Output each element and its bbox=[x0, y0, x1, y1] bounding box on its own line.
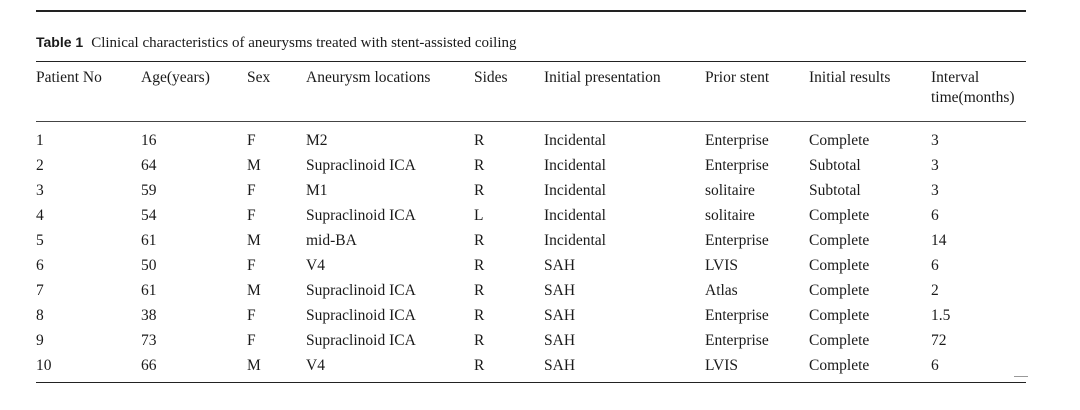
table-cell: Supraclinoid ICA bbox=[306, 332, 416, 349]
table-cell: Enterprise bbox=[705, 157, 769, 174]
table-cell: 6 bbox=[36, 257, 44, 274]
table-header-row bbox=[36, 62, 1026, 122]
table-cell: F bbox=[247, 182, 256, 199]
table-cell: M2 bbox=[306, 132, 328, 149]
table-cell: 61 bbox=[141, 282, 157, 299]
table-row bbox=[36, 353, 1026, 383]
table-cell: Enterprise bbox=[705, 232, 769, 249]
table-cell: Complete bbox=[809, 332, 870, 349]
table-cell: V4 bbox=[306, 257, 325, 274]
table-cell: Enterprise bbox=[705, 332, 769, 349]
table-cell: Incidental bbox=[544, 232, 606, 249]
table-row bbox=[36, 122, 1026, 154]
table-cell: R bbox=[474, 157, 485, 174]
table-cell: 38 bbox=[141, 307, 157, 324]
column-header: Initial results bbox=[809, 62, 931, 122]
table-cell: M1 bbox=[306, 182, 328, 199]
table-cell: SAH bbox=[544, 257, 576, 274]
table-caption-text: Clinical characteristics of aneurysms treated with stent-assisted coiling bbox=[91, 35, 517, 51]
table-cell: 3 bbox=[931, 157, 939, 174]
table-cell: 3 bbox=[931, 182, 939, 199]
table-cell: R bbox=[474, 307, 485, 324]
table-container bbox=[36, 61, 1026, 383]
table-cell: Incidental bbox=[544, 132, 606, 149]
column-header: Interval time(months) bbox=[931, 62, 1026, 122]
table-cell: Incidental bbox=[544, 182, 606, 199]
table-cell: F bbox=[247, 332, 256, 349]
table-row bbox=[36, 253, 1026, 278]
table-cell: 64 bbox=[141, 157, 157, 174]
table-row bbox=[36, 178, 1026, 203]
table-row bbox=[36, 153, 1026, 178]
table-cell: 72 bbox=[931, 332, 947, 349]
table-cell: 7 bbox=[36, 282, 44, 299]
table-cell: R bbox=[474, 182, 485, 199]
table-cell: Incidental bbox=[544, 207, 606, 224]
table-cell: Enterprise bbox=[705, 132, 769, 149]
table-cell: 10 bbox=[36, 353, 141, 383]
table-caption-label: Table 1 bbox=[36, 34, 84, 50]
table-cell: SAH bbox=[544, 307, 576, 324]
table-cell: 6 bbox=[931, 353, 1026, 383]
table-cell: 2 bbox=[36, 157, 44, 174]
column-header: Initial presentation bbox=[544, 62, 705, 122]
table-row bbox=[36, 303, 1026, 328]
table-cell: Complete bbox=[809, 232, 870, 249]
table-cell: R bbox=[474, 132, 485, 149]
table-cell: V4 bbox=[306, 353, 474, 383]
table-cell: R bbox=[474, 232, 485, 249]
table-cell: M bbox=[247, 232, 261, 249]
table-cell: SAH bbox=[544, 332, 576, 349]
table-cell: R bbox=[474, 257, 485, 274]
table-cell: Supraclinoid ICA bbox=[306, 307, 416, 324]
table-cell: LVIS bbox=[705, 257, 739, 274]
table-cell: F bbox=[247, 207, 256, 224]
table-cell: 3 bbox=[36, 182, 44, 199]
table-caption bbox=[36, 32, 517, 53]
table-cell: Supraclinoid ICA bbox=[306, 282, 416, 299]
table-row bbox=[36, 278, 1026, 303]
table-cell: solitaire bbox=[705, 207, 755, 224]
table-cell: Complete bbox=[809, 307, 870, 324]
table-cell: F bbox=[247, 307, 256, 324]
table-cell: 66 bbox=[141, 353, 247, 383]
table-cell: Complete bbox=[809, 257, 870, 274]
table-cell: Complete bbox=[809, 353, 931, 383]
table-cell: M bbox=[247, 282, 261, 299]
column-header: Patient No bbox=[36, 62, 141, 122]
clinical-characteristics-table bbox=[36, 61, 1026, 383]
table-cell: solitaire bbox=[705, 182, 755, 199]
table-cell: R bbox=[474, 353, 544, 383]
table-cell: 4 bbox=[36, 207, 44, 224]
table-row bbox=[36, 328, 1026, 353]
table-row bbox=[36, 228, 1026, 253]
table-cell: L bbox=[474, 207, 484, 224]
table-cell: R bbox=[474, 282, 485, 299]
table-cell: 61 bbox=[141, 232, 157, 249]
table-cell: Incidental bbox=[544, 157, 606, 174]
table-cell: Complete bbox=[809, 282, 870, 299]
table-cell: Subtotal bbox=[809, 157, 861, 174]
table-cell: M bbox=[247, 353, 306, 383]
table-cell: 6 bbox=[931, 257, 939, 274]
page-top-rule bbox=[36, 10, 1026, 12]
column-header: Age(years) bbox=[141, 62, 247, 122]
table-cell: 59 bbox=[141, 182, 157, 199]
table-cell: F bbox=[247, 132, 256, 149]
table-cell: Supraclinoid ICA bbox=[306, 157, 416, 174]
table-cell: LVIS bbox=[705, 353, 809, 383]
column-header: Sex bbox=[247, 62, 306, 122]
table-row bbox=[36, 203, 1026, 228]
table-cell: 50 bbox=[141, 257, 157, 274]
cropped-text-fragment bbox=[60, 0, 120, 6]
table-cell: 5 bbox=[36, 232, 44, 249]
table-cell: 1 bbox=[36, 132, 44, 149]
table-cell: Enterprise bbox=[705, 307, 769, 324]
page-edge-mark bbox=[1014, 376, 1028, 377]
table-cell: 9 bbox=[36, 332, 44, 349]
table-cell: Supraclinoid ICA bbox=[306, 207, 416, 224]
table-cell: 3 bbox=[931, 132, 939, 149]
table-cell: 73 bbox=[141, 332, 157, 349]
column-header: Sides bbox=[474, 62, 544, 122]
table-cell: 1.5 bbox=[931, 307, 951, 324]
table-cell: 16 bbox=[141, 132, 157, 149]
table-cell: 54 bbox=[141, 207, 157, 224]
column-header: Aneurysm locations bbox=[306, 62, 474, 122]
table-body bbox=[36, 122, 1026, 383]
table-cell: 6 bbox=[931, 207, 939, 224]
table-cell: 2 bbox=[931, 282, 939, 299]
table-cell: 8 bbox=[36, 307, 44, 324]
table-cell: 14 bbox=[931, 232, 947, 249]
table-cell: Complete bbox=[809, 207, 870, 224]
table-cell: F bbox=[247, 257, 256, 274]
table-cell: Subtotal bbox=[809, 182, 861, 199]
table-cell: Complete bbox=[809, 132, 870, 149]
table-cell: R bbox=[474, 332, 485, 349]
table-cell: Atlas bbox=[705, 282, 738, 299]
table-cell: M bbox=[247, 157, 261, 174]
column-header: Prior stent bbox=[705, 62, 809, 122]
table-cell: SAH bbox=[544, 282, 576, 299]
table-cell: SAH bbox=[544, 353, 705, 383]
table-cell: mid-BA bbox=[306, 232, 357, 249]
